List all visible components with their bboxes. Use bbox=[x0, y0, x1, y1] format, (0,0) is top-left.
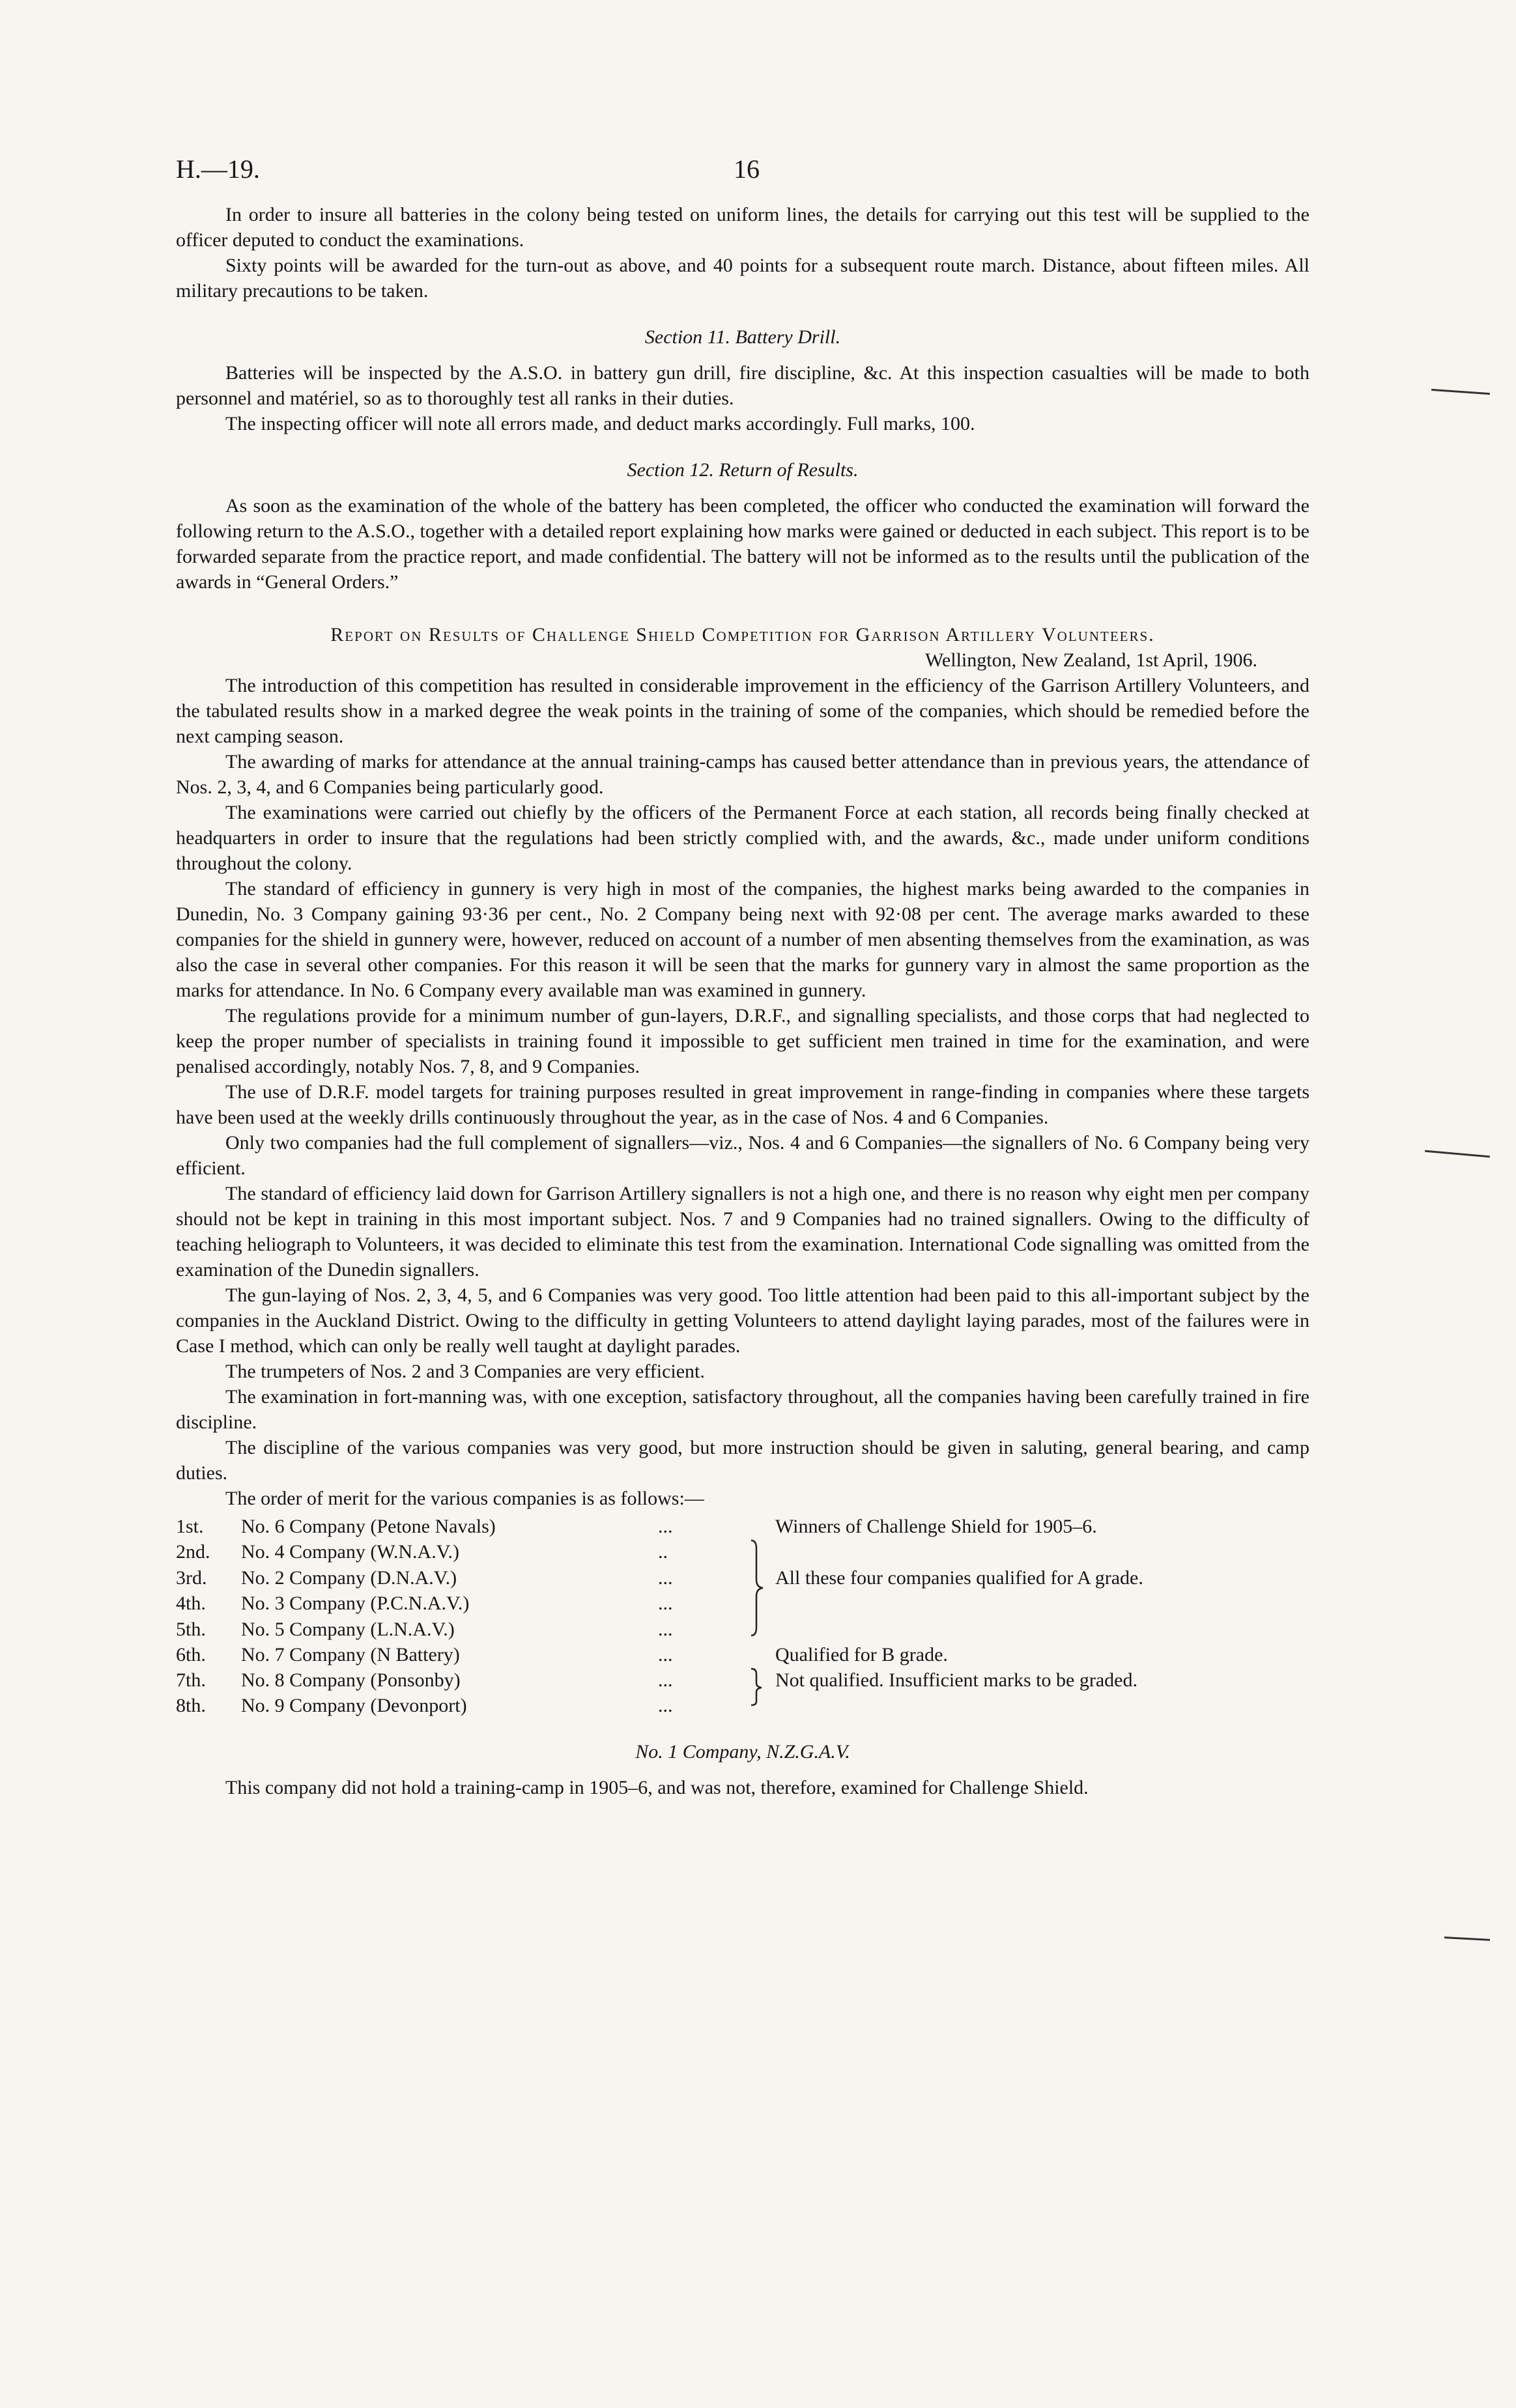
leader-dots: .. bbox=[658, 1541, 668, 1563]
paragraph: In order to insure all batteries in the colony being tested on uniform lines, the details for carrying out this test will be supplied to the officer deputed to conduct the examinations. bbox=[176, 204, 1309, 251]
paragraph: As soon as the examination of the whole of the battery has been completed, the officer who conducted the examination will forward the following return to the A.S.O., together with a detailed report explaining how marks were gained or deducted in each subject. This report is to be forwarded separate from the practice report, and made confidential. The battery will not be informed as to the results until the publication of the awards in “General Orders.” bbox=[176, 495, 1309, 593]
merit-company: No. 6 Company (Petone Navals) bbox=[241, 1516, 496, 1537]
paragraph: The examination in fort-manning was, with one exception, satisfactory throughout, all the companies having been carefully trained in fire discipline. bbox=[176, 1386, 1309, 1433]
document-page bbox=[176, 156, 1309, 1800]
table-row bbox=[176, 1667, 1309, 1693]
paragraph: Sixty points will be awarded for the turn-out as above, and 40 points for a subsequent route march. Distance, about fifteen miles. All military precautions to be taken. bbox=[176, 255, 1309, 302]
merit-company: No. 5 Company (L.N.A.V.) bbox=[241, 1618, 455, 1640]
merit-place: 2nd. bbox=[176, 1541, 210, 1563]
paragraph: The trumpeters of Nos. 2 and 3 Companies are very efficient. bbox=[225, 1361, 705, 1382]
leader-dots: ... bbox=[658, 1516, 673, 1537]
merit-company: No. 7 Company (N Battery) bbox=[241, 1644, 460, 1665]
brace-icon bbox=[746, 1539, 765, 1637]
paragraph: Batteries will be inspected by the A.S.O. in battery gun drill, fire discipline, &c. At this inspection casualties will be made to both personnel and matériel, so as to thoroughly test all ranks in their duties. bbox=[176, 362, 1309, 409]
merit-remark bbox=[775, 1539, 1309, 1565]
merit-place: 6th. bbox=[176, 1644, 206, 1665]
paragraph: The regulations provide for a minimum number of gun-layers, D.R.F., and signalling specialists, and those corps that had neglected to keep the proper number of specialists in training found it impossible to get sufficient men trained in time for the examination, and were penalised accordingly, notably Nos. 7, 8, and 9 Companies. bbox=[176, 1005, 1309, 1077]
paragraph: The order of merit for the various companies is as follows:— bbox=[225, 1488, 704, 1509]
paragraph: This company did not hold a training-camp in 1905–6, and was not, therefore, examined for Challenge Shield. bbox=[225, 1777, 1089, 1798]
merit-company: No. 4 Company (W.N.A.V.) bbox=[241, 1541, 459, 1563]
margin-mark bbox=[1444, 1936, 1490, 1941]
leader-dots: ... bbox=[658, 1644, 673, 1665]
merit-remark: Winners of Challenge Shield for 1905–6. bbox=[775, 1516, 1097, 1537]
page-number: 16 bbox=[734, 154, 760, 184]
merit-place: 5th. bbox=[176, 1618, 206, 1640]
paragraph: The discipline of the various companies was very good, but more instruction should be given in saluting, general bearing, and camp duties. bbox=[176, 1437, 1309, 1484]
section-heading: Section 11. Battery Drill. bbox=[644, 326, 841, 348]
merit-remark bbox=[775, 1693, 1309, 1718]
leader-dots: ... bbox=[658, 1566, 673, 1589]
merit-remark: All these four companies qualified for A grade. bbox=[775, 1566, 1143, 1589]
merit-company: No. 9 Company (Devonport) bbox=[241, 1695, 467, 1716]
merit-remark bbox=[775, 1591, 1309, 1617]
paragraph: The use of D.R.F. model targets for training purposes resulted in great improvement in range-finding in companies where these targets have been used at the weekly drills continuously throughout the year, as in the case of Nos. 4 and 6 Companies. bbox=[176, 1081, 1309, 1128]
merit-company: No. 8 Company (Ponsonby) bbox=[241, 1669, 461, 1691]
table-row bbox=[176, 1514, 1309, 1539]
merit-company: No. 2 Company (D.N.A.V.) bbox=[241, 1566, 457, 1589]
dateline: Wellington, New Zealand, 1st April, 1906. bbox=[925, 649, 1257, 671]
paragraph: The standard of efficiency laid down for Garrison Artillery signallers is not a high one, and there is no reason why eight men per company should not be kept in training in this most important subject. Nos. 7 and 9 Companies had no trained signallers. Owing to the difficulty of teaching heliograph to Volunteers, it was decided to eliminate this test from the examination. International Code signalling was omitted from the examination of the Dunedin signallers. bbox=[176, 1183, 1309, 1281]
merit-company: No. 3 Company (P.C.N.A.V.) bbox=[241, 1593, 470, 1614]
merit-place: 7th. bbox=[176, 1669, 206, 1691]
merit-remark: Not qualified. Insufficient marks to be graded. bbox=[775, 1669, 1137, 1691]
paragraph: Only two companies had the full complement of signallers—viz., Nos. 4 and 6 Companies—the signallers of No. 6 Company being very efficient. bbox=[176, 1132, 1309, 1179]
paragraph: The inspecting officer will note all errors made, and deduct marks accordingly. Full marks, 100. bbox=[225, 413, 975, 434]
margin-mark bbox=[1431, 389, 1490, 395]
leader-dots: ... bbox=[658, 1669, 673, 1691]
brace-icon bbox=[746, 1667, 765, 1707]
paragraph: The standard of efficiency in gunnery is very high in most of the companies, the highest marks being awarded to the companies in Dunedin, No. 3 Company gaining 93·36 per cent., No. 2 Company being next with 92·08 per cent. The average marks awarded to these companies for the shield in gunnery were, however, reduced on account of a number of men absenting themselves from the examination, as was also the case in several other companies. For this reason it will be seen that the marks for gunnery vary in almost the same proportion as the marks for attendance. In No. 6 Company every available man was examined in gunnery. bbox=[176, 878, 1309, 1001]
merit-remark bbox=[775, 1617, 1309, 1643]
table-row bbox=[176, 1539, 1309, 1565]
document-reference: H.—19. bbox=[176, 154, 260, 184]
paragraph: The examinations were carried out chiefly by the officers of the Permanent Force at each station, all records being finally checked at headquarters in order to insure that the regulations had been strictly complied with, and the awards, &c., made under uniform conditions throughout the colony. bbox=[176, 802, 1309, 874]
merit-place: 3rd. bbox=[176, 1566, 207, 1589]
leader-dots: ... bbox=[658, 1593, 673, 1614]
margin-mark bbox=[1425, 1150, 1490, 1158]
merit-place: 8th. bbox=[176, 1695, 206, 1716]
report-title: Report on Results of Challenge Shield Competition for Garrison Artillery Volunteers. bbox=[330, 624, 1155, 645]
table-row bbox=[176, 1642, 1309, 1667]
paragraph: The gun-laying of Nos. 2, 3, 4, 5, and 6 Companies was very good. Too little attention had been paid to this all-important subject by the companies in the Auckland District. Owing to the difficulty in getting Volunteers to attend daylight laying parades, most of the failures were in Case I method, which can only be really well taught at daylight parades. bbox=[176, 1284, 1309, 1357]
paragraph: The awarding of marks for attendance at the annual training-camps has caused better attendance than in previous years, the attendance of Nos. 2, 3, 4, and 6 Companies being particularly good. bbox=[176, 751, 1309, 798]
leader-dots: ... bbox=[658, 1618, 673, 1640]
section-heading: No. 1 Company, N.Z.G.A.V. bbox=[635, 1741, 850, 1763]
merit-place: 4th. bbox=[176, 1593, 206, 1614]
order-of-merit-table bbox=[176, 1514, 1309, 1718]
section-heading: Section 12. Return of Results. bbox=[627, 459, 859, 481]
page-header bbox=[176, 156, 1309, 202]
merit-remark: Qualified for B grade. bbox=[775, 1644, 948, 1665]
merit-place: 1st. bbox=[176, 1516, 204, 1537]
paragraph: The introduction of this competition has resulted in considerable improvement in the efficiency of the Garrison Artillery Volunteers, and the tabulated results show in a marked degree the weak points in the training of some of the companies, which should be remedied before the next camping season. bbox=[176, 675, 1309, 747]
leader-dots: ... bbox=[658, 1695, 673, 1716]
